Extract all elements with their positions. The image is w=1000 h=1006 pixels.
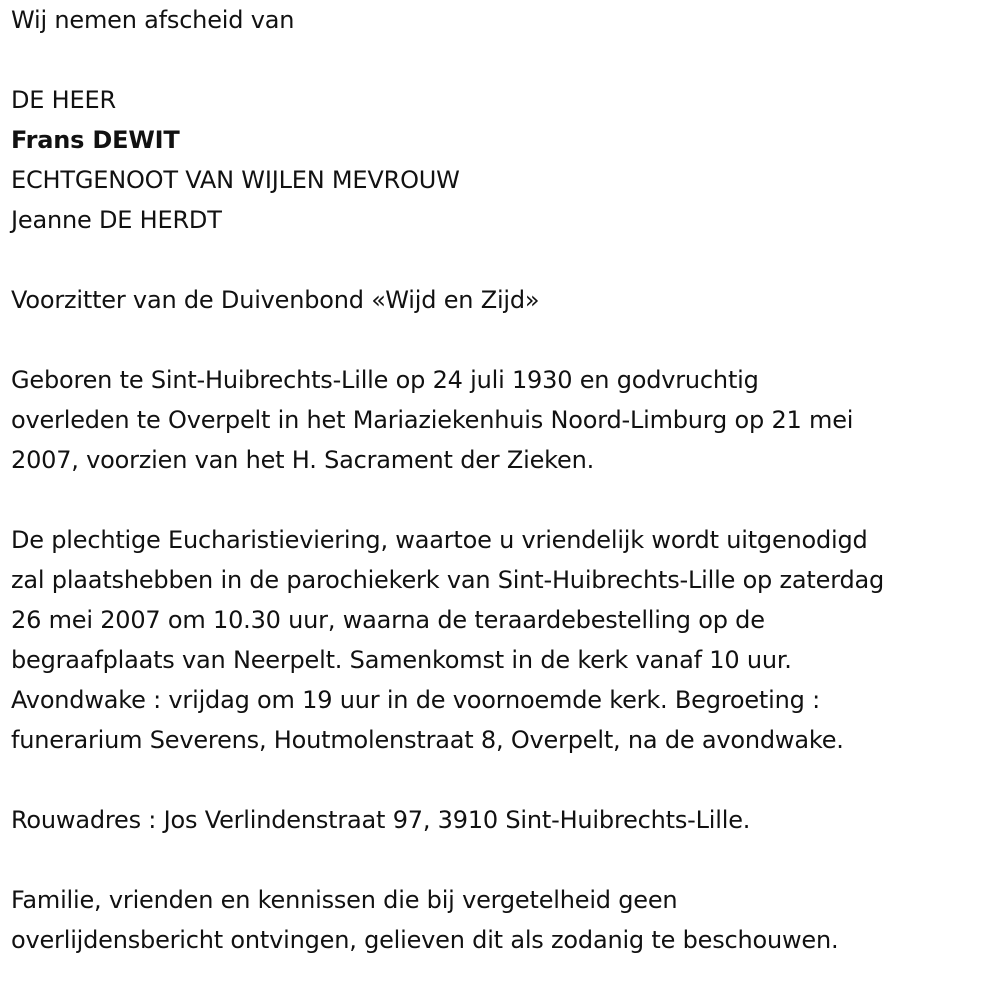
deceased-name: Frans DEWIT (11, 126, 180, 154)
closing-paragraph (11, 880, 996, 960)
service-line: begraafplaats van Neerpelt. Samenkomst in de kerk vanaf 10 uur. (11, 646, 792, 674)
spacer (11, 240, 996, 280)
service-line: Avondwake : vrijdag om 19 uur in de voornoemde kerk. Begroeting : (11, 686, 820, 714)
title-line: DE HEER (11, 86, 116, 114)
service-line: zal plaatshebben in de parochiekerk van Sint-Huibrechts-Lille op zaterdag (11, 566, 885, 594)
spacer (11, 40, 996, 80)
birth-line: overleden te Overpelt in het Mariaziekenhuis Noord-Limburg op 21 mei (11, 406, 854, 434)
service-line: De plechtige Eucharistieviering, waartoe u vriendelijk wordt uitgenodigd (11, 526, 868, 554)
birth-line: 2007, voorzien van het H. Sacrament der Zieken. (11, 446, 595, 474)
spouse-name: Jeanne DE HERDT (11, 206, 222, 234)
service-line: 26 mei 2007 om 10.30 uur, waarna de teraardebestelling op de (11, 606, 765, 634)
role-line: Voorzitter van de Duivenbond «Wijd en Zijd» (11, 286, 540, 314)
spouse-label: ECHTGENOOT VAN WIJLEN MEVROUW (11, 166, 460, 194)
birth-paragraph (11, 360, 996, 480)
service-line: funerarium Severens, Houtmolenstraat 8, Overpelt, na de avondwake. (11, 726, 844, 754)
spacer (11, 760, 996, 800)
spacer (11, 840, 996, 880)
spacer (11, 480, 996, 520)
birth-line: Geboren te Sint-Huibrechts-Lille op 24 juli 1930 en godvruchtig (11, 366, 759, 394)
service-paragraph (11, 520, 996, 760)
mourning-address: Rouwadres : Jos Verlindenstraat 97, 3910 Sint-Huibrechts-Lille. (11, 806, 751, 834)
closing-line: Familie, vrienden en kennissen die bij vergetelheid geen (11, 886, 678, 914)
obituary-notice (11, 0, 996, 960)
spacer (11, 320, 996, 360)
closing-line: overlijdensbericht ontvingen, gelieven dit als zodanig te beschouwen. (11, 926, 839, 954)
intro-line: Wij nemen afscheid van (11, 6, 295, 34)
